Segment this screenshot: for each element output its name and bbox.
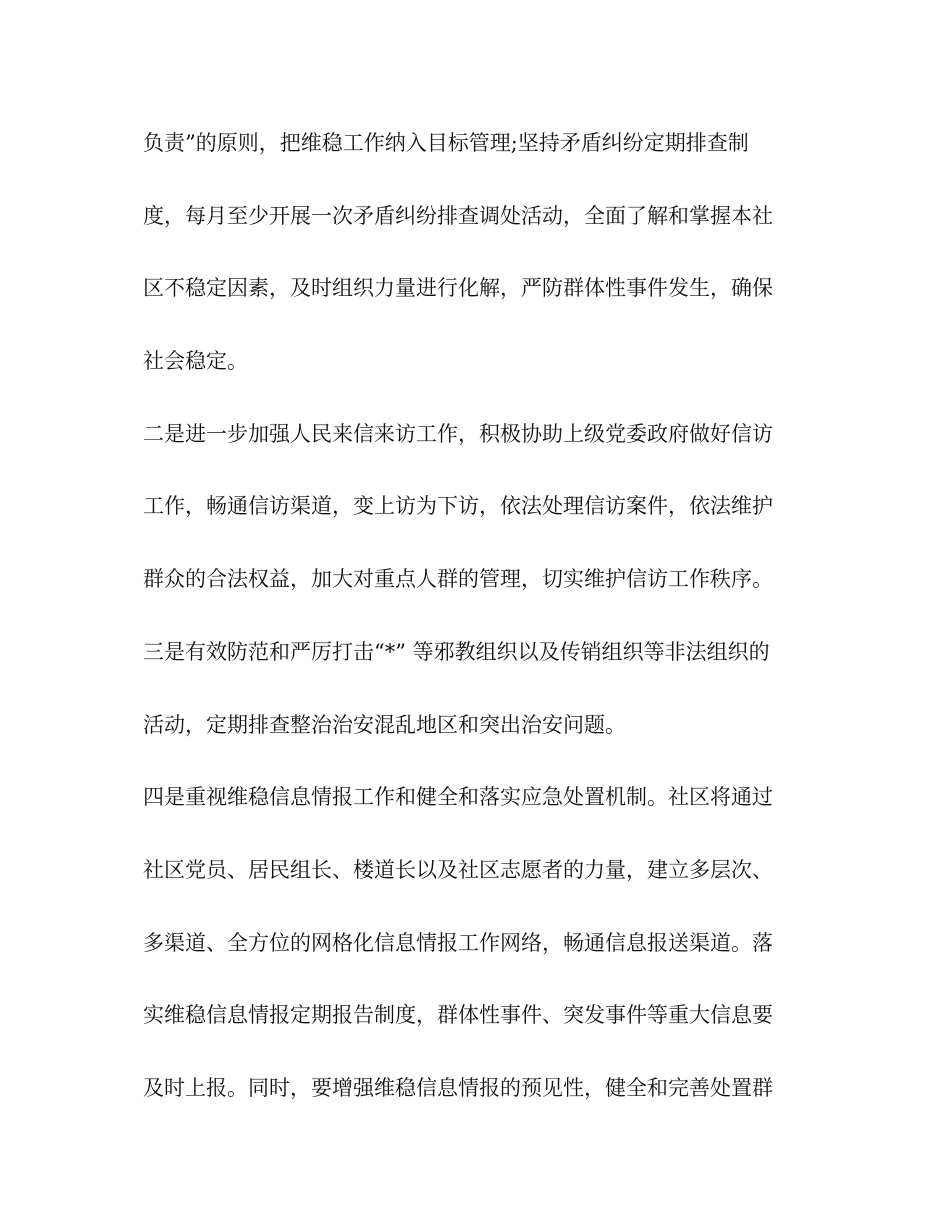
- text-line: 工作，畅通信访渠道，变上访为下访，依法处理信访案件，依法维护: [143, 494, 773, 519]
- text-line: 实维稳信息情报定期报告制度，群体性事件、突发事件等重大信息要: [143, 1003, 773, 1028]
- text-line: 四是重视维稳信息情报工作和健全和落实应急处置机制。社区将通过: [143, 785, 773, 810]
- text-line: 及时上报。同时，要增强维稳信息情报的预见性，健全和完善处置群: [143, 1075, 773, 1100]
- text-line: 群众的合法权益，加大对重点人群的管理，切实维护信访工作秩序。: [143, 567, 773, 592]
- text-line: 负责”的原则，把维稳工作纳入目标管理;坚持矛盾纠纷定期排查制: [143, 131, 749, 155]
- text-line: 多渠道、全方位的网格化信息情报工作网络，畅通信息报送渠道。落: [143, 930, 773, 955]
- text-line: 二是进一步加强人民来信来访工作，积极协助上级党委政府做好信访: [143, 421, 773, 446]
- text-line: 三是有效防范和严厉打击“*” 等邪教组织以及传销组织等非法组织的: [143, 639, 770, 664]
- text-line: 活动，定期排查整治治安混乱地区和突出治安问题。: [143, 712, 626, 737]
- text-line: 社区党员、居民组长、楼道长以及社区志愿者的力量，建立多层次、: [143, 857, 773, 882]
- text-line: 度，每月至少开展一次矛盾纠纷排查调处活动，全面了解和掌握本社: [143, 203, 773, 228]
- document-body: [143, 118, 823, 1136]
- text-line: 社会稳定。: [143, 349, 248, 374]
- text-line: 区不稳定因素，及时组织力量进行化解，严防群体性事件发生，确保: [143, 276, 773, 301]
